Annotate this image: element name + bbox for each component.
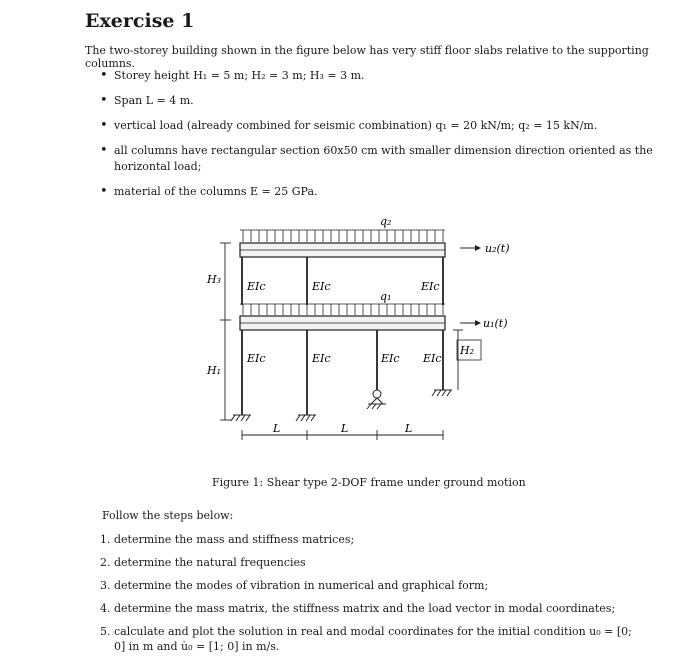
step-text: determine the modes of vibration in numerical and graphical form; [114, 579, 489, 592]
ei-label: EIc [312, 280, 331, 293]
fixed-support-icon [231, 415, 251, 421]
upper-columns [242, 257, 443, 305]
step-number: 1. [100, 533, 111, 546]
exercise-title: Exercise 1 [85, 10, 195, 32]
h3-label: H₃ [207, 273, 222, 286]
h1-label: H₁ [207, 364, 222, 377]
top-slab [240, 243, 445, 257]
data-list [100, 68, 660, 209]
step-number: 4. [100, 602, 111, 615]
fixed-support-icon [296, 415, 316, 421]
fixed-support-icon [432, 390, 452, 396]
ei-label: EIc [247, 352, 266, 365]
step-text: determine the mass matrix, the stiffness matrix and the load vector in modal coordinates; [114, 602, 616, 615]
u2-label: u₂(t) [485, 242, 510, 255]
step-text: determine the natural frequencies [114, 556, 306, 569]
height-dimension [220, 243, 231, 420]
list-item [100, 601, 660, 616]
step-text: calculate and plot the solution in real and modal coordinates for the initial condition u₀ = [0; 0] in m and u̇₀ = [1; 0] in m/s. [114, 625, 632, 653]
list-item: • all columns have rectangular section 60x50 cm with smaller dimension direction oriented as the horizontal load; [100, 143, 654, 175]
q2-label: q₂ [380, 215, 392, 228]
steps-list [100, 532, 660, 662]
span-label: L [273, 422, 281, 435]
list-item: • Span L = 4 m. [100, 93, 660, 109]
first-slab [240, 316, 445, 330]
step-number: 3. [100, 579, 111, 592]
figure-caption: Figure 1: Shear type 2-DOF frame under ground motion [212, 476, 526, 489]
h2-label: H₂ [460, 344, 475, 357]
list-item: • material of the columns E = 25 GPa. [100, 184, 660, 200]
u1-label: u₁(t) [483, 317, 508, 330]
follow-heading: Follow the steps below: [102, 509, 234, 522]
q2-load [240, 230, 445, 242]
list-item: • Storey height H₁ = 5 m; H₂ = 3 m; H₃ = 3 m. [100, 68, 660, 84]
frame-figure [195, 210, 555, 450]
list-item [100, 532, 660, 547]
list-item [100, 555, 660, 570]
step-text: determine the mass and stiffness matrices; [114, 533, 355, 546]
span-label: L [405, 422, 413, 435]
ei-label: EIc [423, 352, 442, 365]
intro-paragraph: The two-storey building shown in the figure below has very stiff floor slabs relative to the supporting columns. [85, 44, 649, 70]
ei-label: EIc [247, 280, 266, 293]
lower-columns [242, 330, 443, 415]
list-item: • vertical load (already combined for seismic combination) q₁ = 20 kN/m; q₂ = 15 kN/m. [100, 118, 660, 134]
q1-label: q₁ [380, 290, 392, 303]
step-number: 5. [100, 625, 111, 638]
pin-support-icon [367, 390, 386, 409]
ei-label: EIc [421, 280, 440, 293]
ei-label: EIc [381, 352, 400, 365]
step-number: 2. [100, 556, 111, 569]
list-item [100, 578, 660, 593]
ei-label: EIc [312, 352, 331, 365]
span-label: L [341, 422, 349, 435]
list-item [100, 624, 660, 654]
q1-load [240, 304, 445, 315]
